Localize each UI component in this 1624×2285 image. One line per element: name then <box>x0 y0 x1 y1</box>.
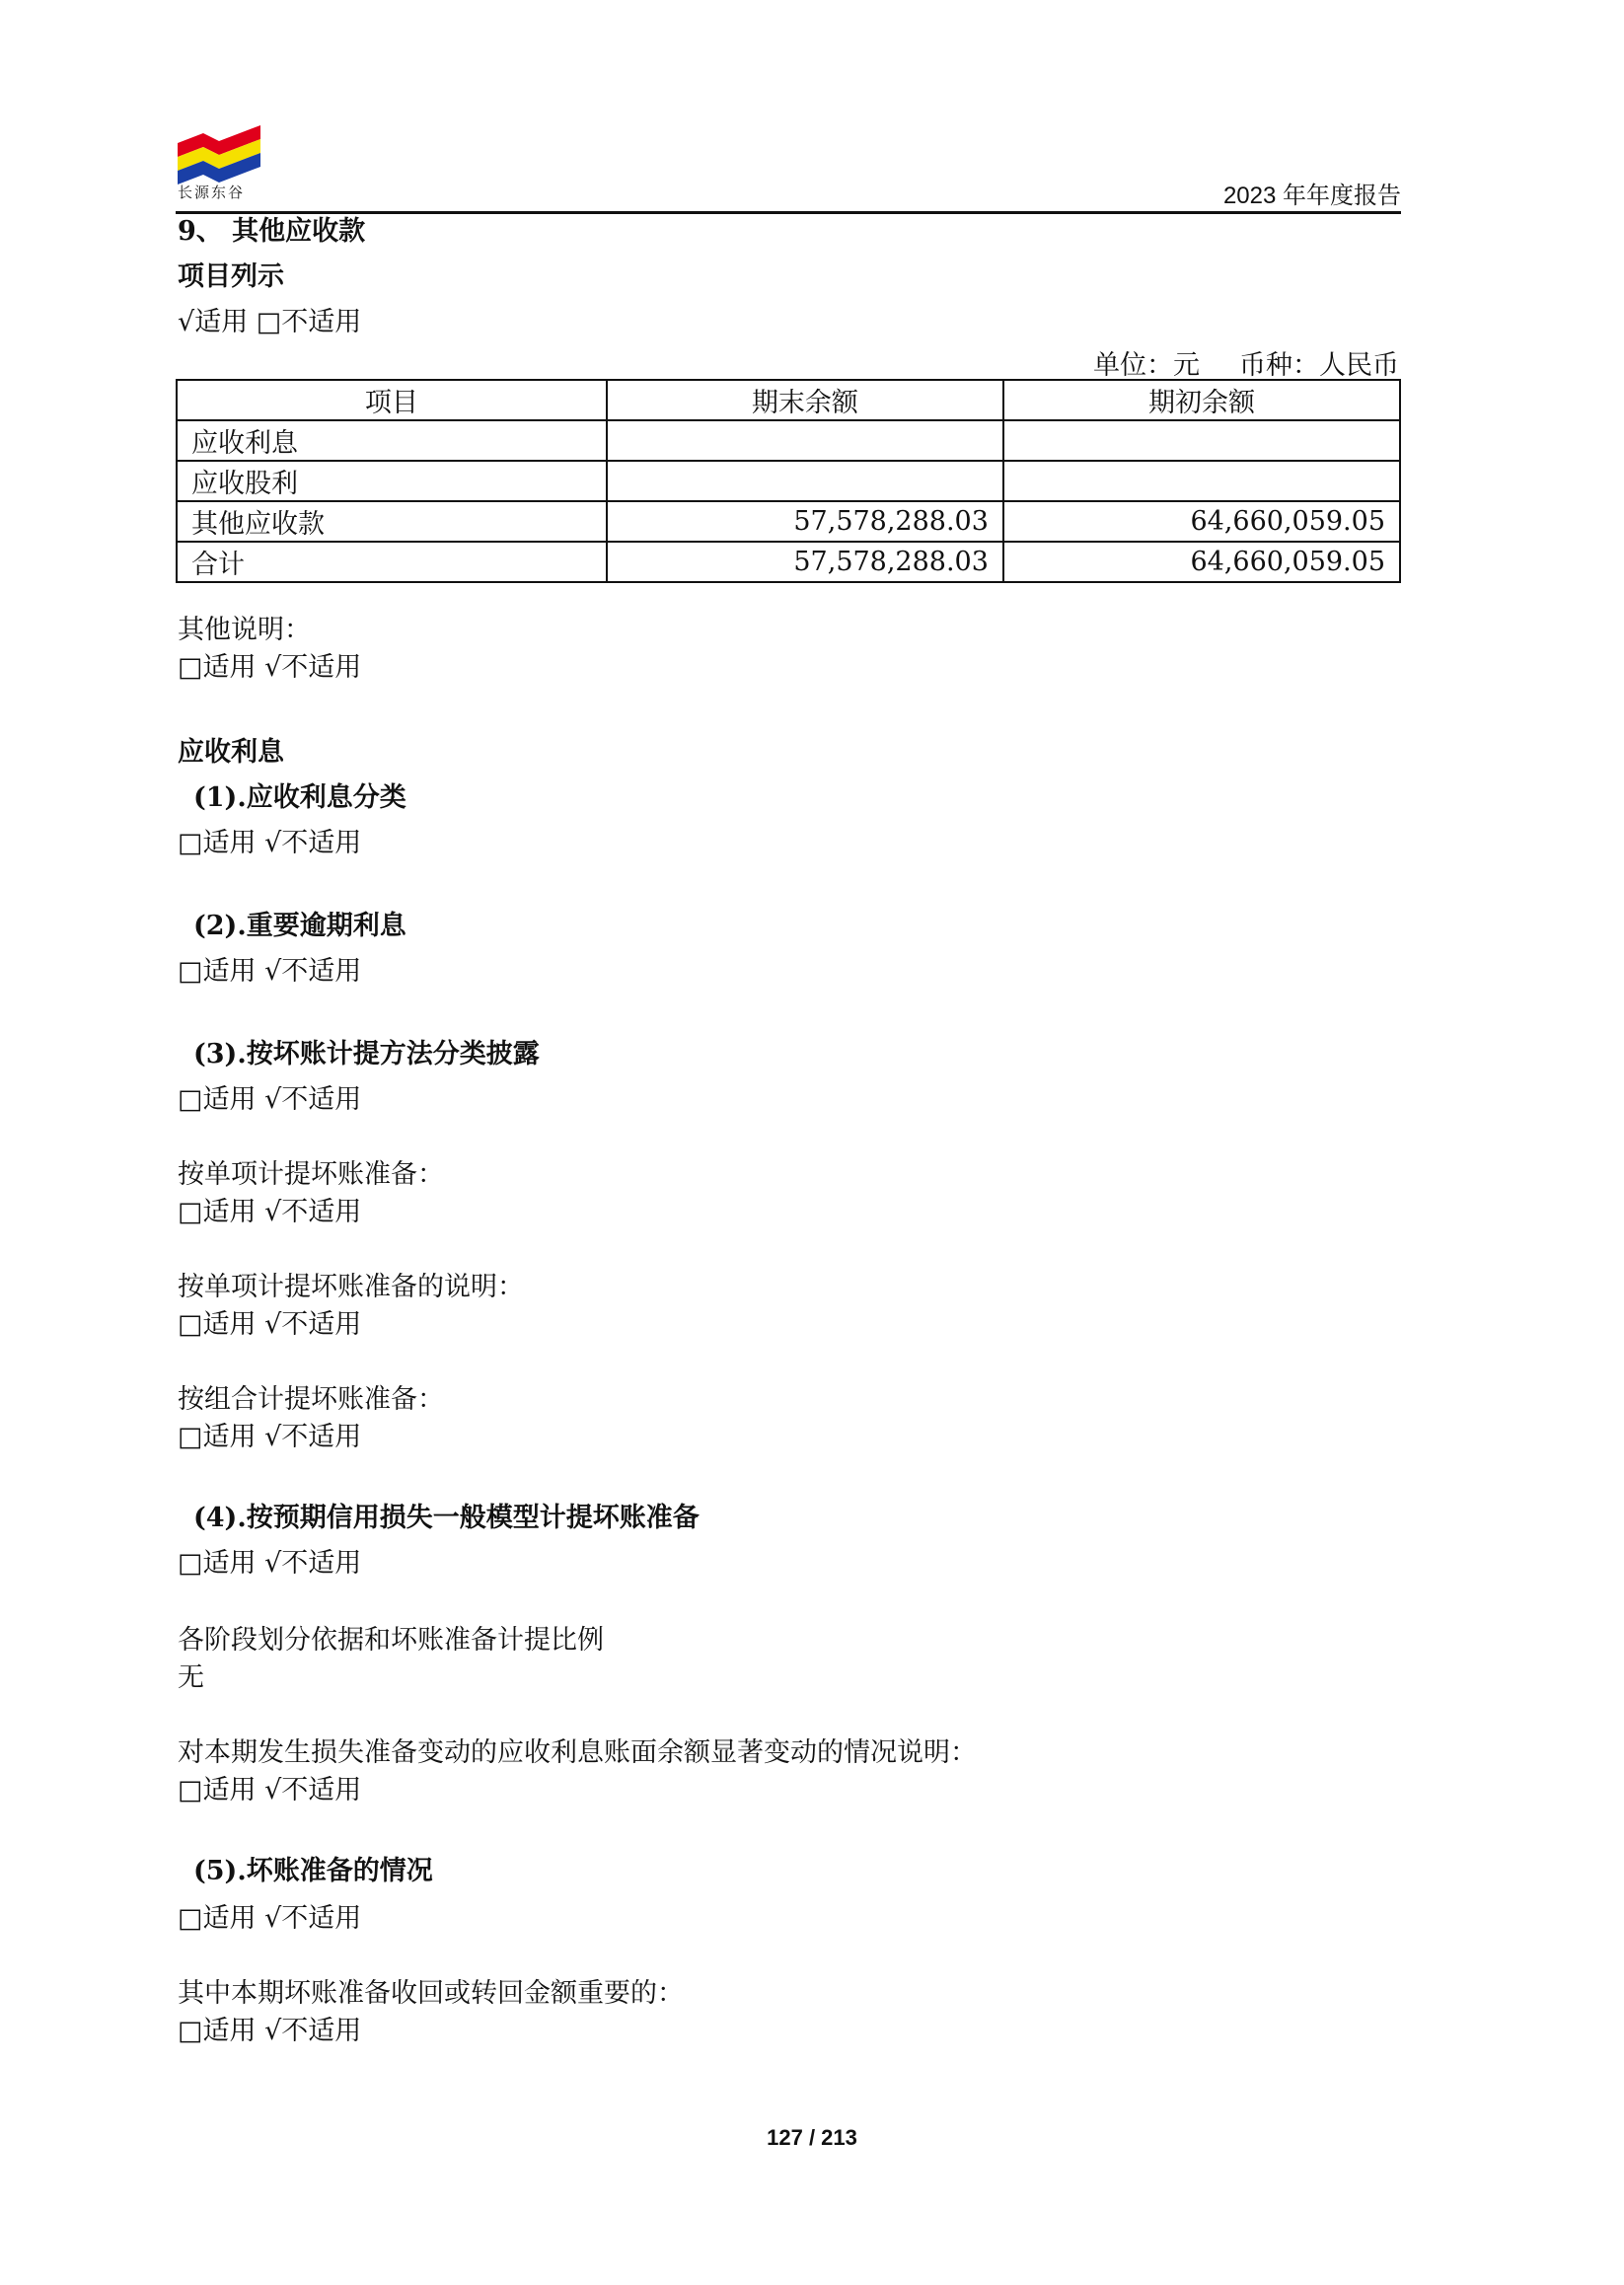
subsection-title: (4).按预期信用损失一般模型计提坏账准备 <box>193 1503 700 1533</box>
list-heading: 项目列示 <box>178 261 284 292</box>
note-label: 按单项计提坏账准备的说明： <box>178 1272 524 1302</box>
row-label: 合计 <box>177 542 607 582</box>
closing-value <box>607 420 1003 461</box>
closing-value <box>607 461 1003 501</box>
applicability-line: □适用 √不适用 <box>178 1903 362 1934</box>
table-row-total <box>177 542 1400 582</box>
applicability-line: □适用 √不适用 <box>178 1084 362 1115</box>
row-label: 其他应收款 <box>177 501 607 542</box>
note-value: 无 <box>178 1662 204 1693</box>
subsection-title: (1).应收利息分类 <box>193 782 406 813</box>
applicability-line: □适用 √不适用 <box>178 956 362 987</box>
applicability-line: □适用 √不适用 <box>178 1548 362 1579</box>
applicability-line: √适用 □不适用 <box>178 307 362 337</box>
report-title: 2023 年年度报告 <box>1222 183 1401 209</box>
unit-currency <box>1093 343 1399 382</box>
header-opening-balance: 期初余额 <box>1003 380 1400 420</box>
applicability-line: □适用 √不适用 <box>178 2016 362 2046</box>
note-label: 其中本期坏账准备收回或转回金额重要的： <box>178 1978 684 2009</box>
logo-text: 长源东谷 <box>178 184 246 201</box>
note-label: 对本期发生损失准备变动的应收利息账面余额显著变动的情况说明： <box>178 1737 977 1768</box>
row-label: 应收利息 <box>177 420 607 461</box>
currency-label: 币种：人民币 <box>1239 350 1399 381</box>
opening-value <box>1003 420 1400 461</box>
row-label: 应收股利 <box>177 461 607 501</box>
other-notes-label: 其他说明： <box>178 615 311 645</box>
closing-value: 57,578,288.03 <box>607 542 1003 582</box>
applicability-line: □适用 √不适用 <box>178 1422 362 1452</box>
table-row <box>177 420 1400 461</box>
table-header-row <box>177 380 1400 420</box>
applicability-line: □适用 √不适用 <box>178 1775 362 1806</box>
subsection-title: (3).按坏账计提方法分类披露 <box>193 1039 540 1069</box>
page-number: 127 / 213 <box>767 2125 857 2150</box>
header-closing-balance: 期末余额 <box>607 380 1003 420</box>
opening-value <box>1003 461 1400 501</box>
table-row <box>177 461 1400 501</box>
applicability-line: □适用 √不适用 <box>178 652 362 683</box>
subsection-title: (5).坏账准备的情况 <box>193 1856 433 1886</box>
note-label: 按单项计提坏账准备： <box>178 1159 444 1190</box>
header-item: 项目 <box>177 380 607 420</box>
section-title: 9、 其他应收款 <box>178 216 366 247</box>
unit-label: 单位：元 <box>1093 350 1200 381</box>
note-label: 按组合计提坏账准备： <box>178 1384 444 1415</box>
closing-value: 57,578,288.03 <box>607 501 1003 542</box>
applicability-line: □适用 √不适用 <box>178 1309 362 1340</box>
applicability-line: □适用 √不适用 <box>178 828 362 858</box>
other-receivables-table <box>176 379 1401 583</box>
opening-value: 64,660,059.05 <box>1003 501 1400 542</box>
table-row <box>177 501 1400 542</box>
header-divider <box>176 211 1401 214</box>
subsection-title: (2).重要逾期利息 <box>193 911 406 941</box>
opening-value: 64,660,059.05 <box>1003 542 1400 582</box>
applicability-line: □适用 √不适用 <box>178 1197 362 1227</box>
interest-heading: 应收利息 <box>178 737 284 768</box>
note-label: 各阶段划分依据和坏账准备计提比例 <box>178 1625 604 1656</box>
